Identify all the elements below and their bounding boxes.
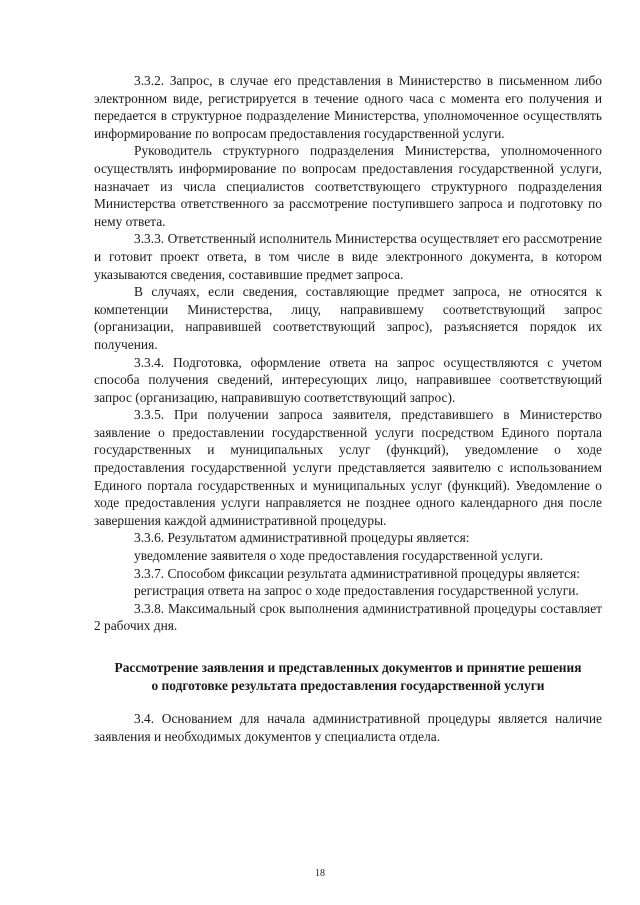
body-text-top [94, 72, 602, 635]
paragraph-3-3-4: 3.3.4. Подготовка, оформление ответа на запрос осуществляются с учетом способа получения сведений, интересующих лицо, направившее соответствующий запрос (организацию, направившую соответствующий запрос). [94, 354, 602, 405]
paragraph-3-3-8: 3.3.8. Максимальный срок выполнения административной процедуры составляет 2 рабочих дня. [94, 600, 602, 634]
paragraph-notification: уведомление заявителя о ходе предоставления государственной услуги. [134, 548, 543, 564]
paragraph-3-3-2: 3.3.2. Запрос, в случае его представления в Министерство в письменном либо электронном виде, регистрируется в течение одного часа с момента его получения и передается в структурное подразделение Министерства, уполномоченное осуществлять информирование по вопросам предоставления государственной услуги. [94, 73, 602, 141]
paragraph-competence: В случаях, если сведения, составляющие предмет запроса, не относятся к компетенции Министерства, лицу, направившему соответствующий запрос (организации, направившей соответствующий запрос), разъясняется порядок их получения. [94, 284, 602, 352]
paragraph-3-3-7: 3.3.7. Способом фиксации результата административной процедуры является: [134, 565, 581, 581]
paragraph-3-3-3: 3.3.3. Ответственный исполнитель Министерства осуществляет его рассмотрение и готовит проект ответа, в том числе в виде электронного документа, в котором указываются сведения, составившие предмет запроса. [94, 231, 602, 282]
paragraph-3-3-6: 3.3.6. Результатом административной процедуры является: [134, 530, 470, 546]
section-heading: Рассмотрение заявления и представленных документов и принятие решения о подготовке результата предоставления государственной услуги [114, 660, 582, 693]
body-text-bottom [94, 710, 602, 745]
paragraph-3-3-5: 3.3.5. При получении запроса заявителя, представившего в Министерство заявление о предоставлении государственной услуги посредством Единого портала государственных и муниципальных услуг (функций), уведомление о ходе предоставления государственной услуги представляется заявителю с использованием Единого портала государственных и муниципальных услуг (функций). Уведомление о ходе предоставления услуги направляется не позднее одного календарного дня после завершения каждой административной процедуры. [94, 407, 602, 528]
spacer [94, 694, 602, 710]
paragraph-head-of-department: Руководитель структурного подразделения Министерства, уполномоченного осуществлять информирование по вопросам предоставления государственной услуги, назначает из числа специалистов соответствующего структурного подразделения Министерства ответственного за рассмотрение поступившего запроса и подготовку по нему ответа. [94, 143, 602, 229]
paragraph-registration: регистрация ответа на запрос о ходе предоставления государственной услуги. [134, 583, 579, 599]
page-number: 18 [315, 868, 325, 879]
paragraph-3-4: 3.4. Основанием для начала административной процедуры является наличие заявления и необходимых документов у специалиста отдела. [94, 711, 602, 744]
